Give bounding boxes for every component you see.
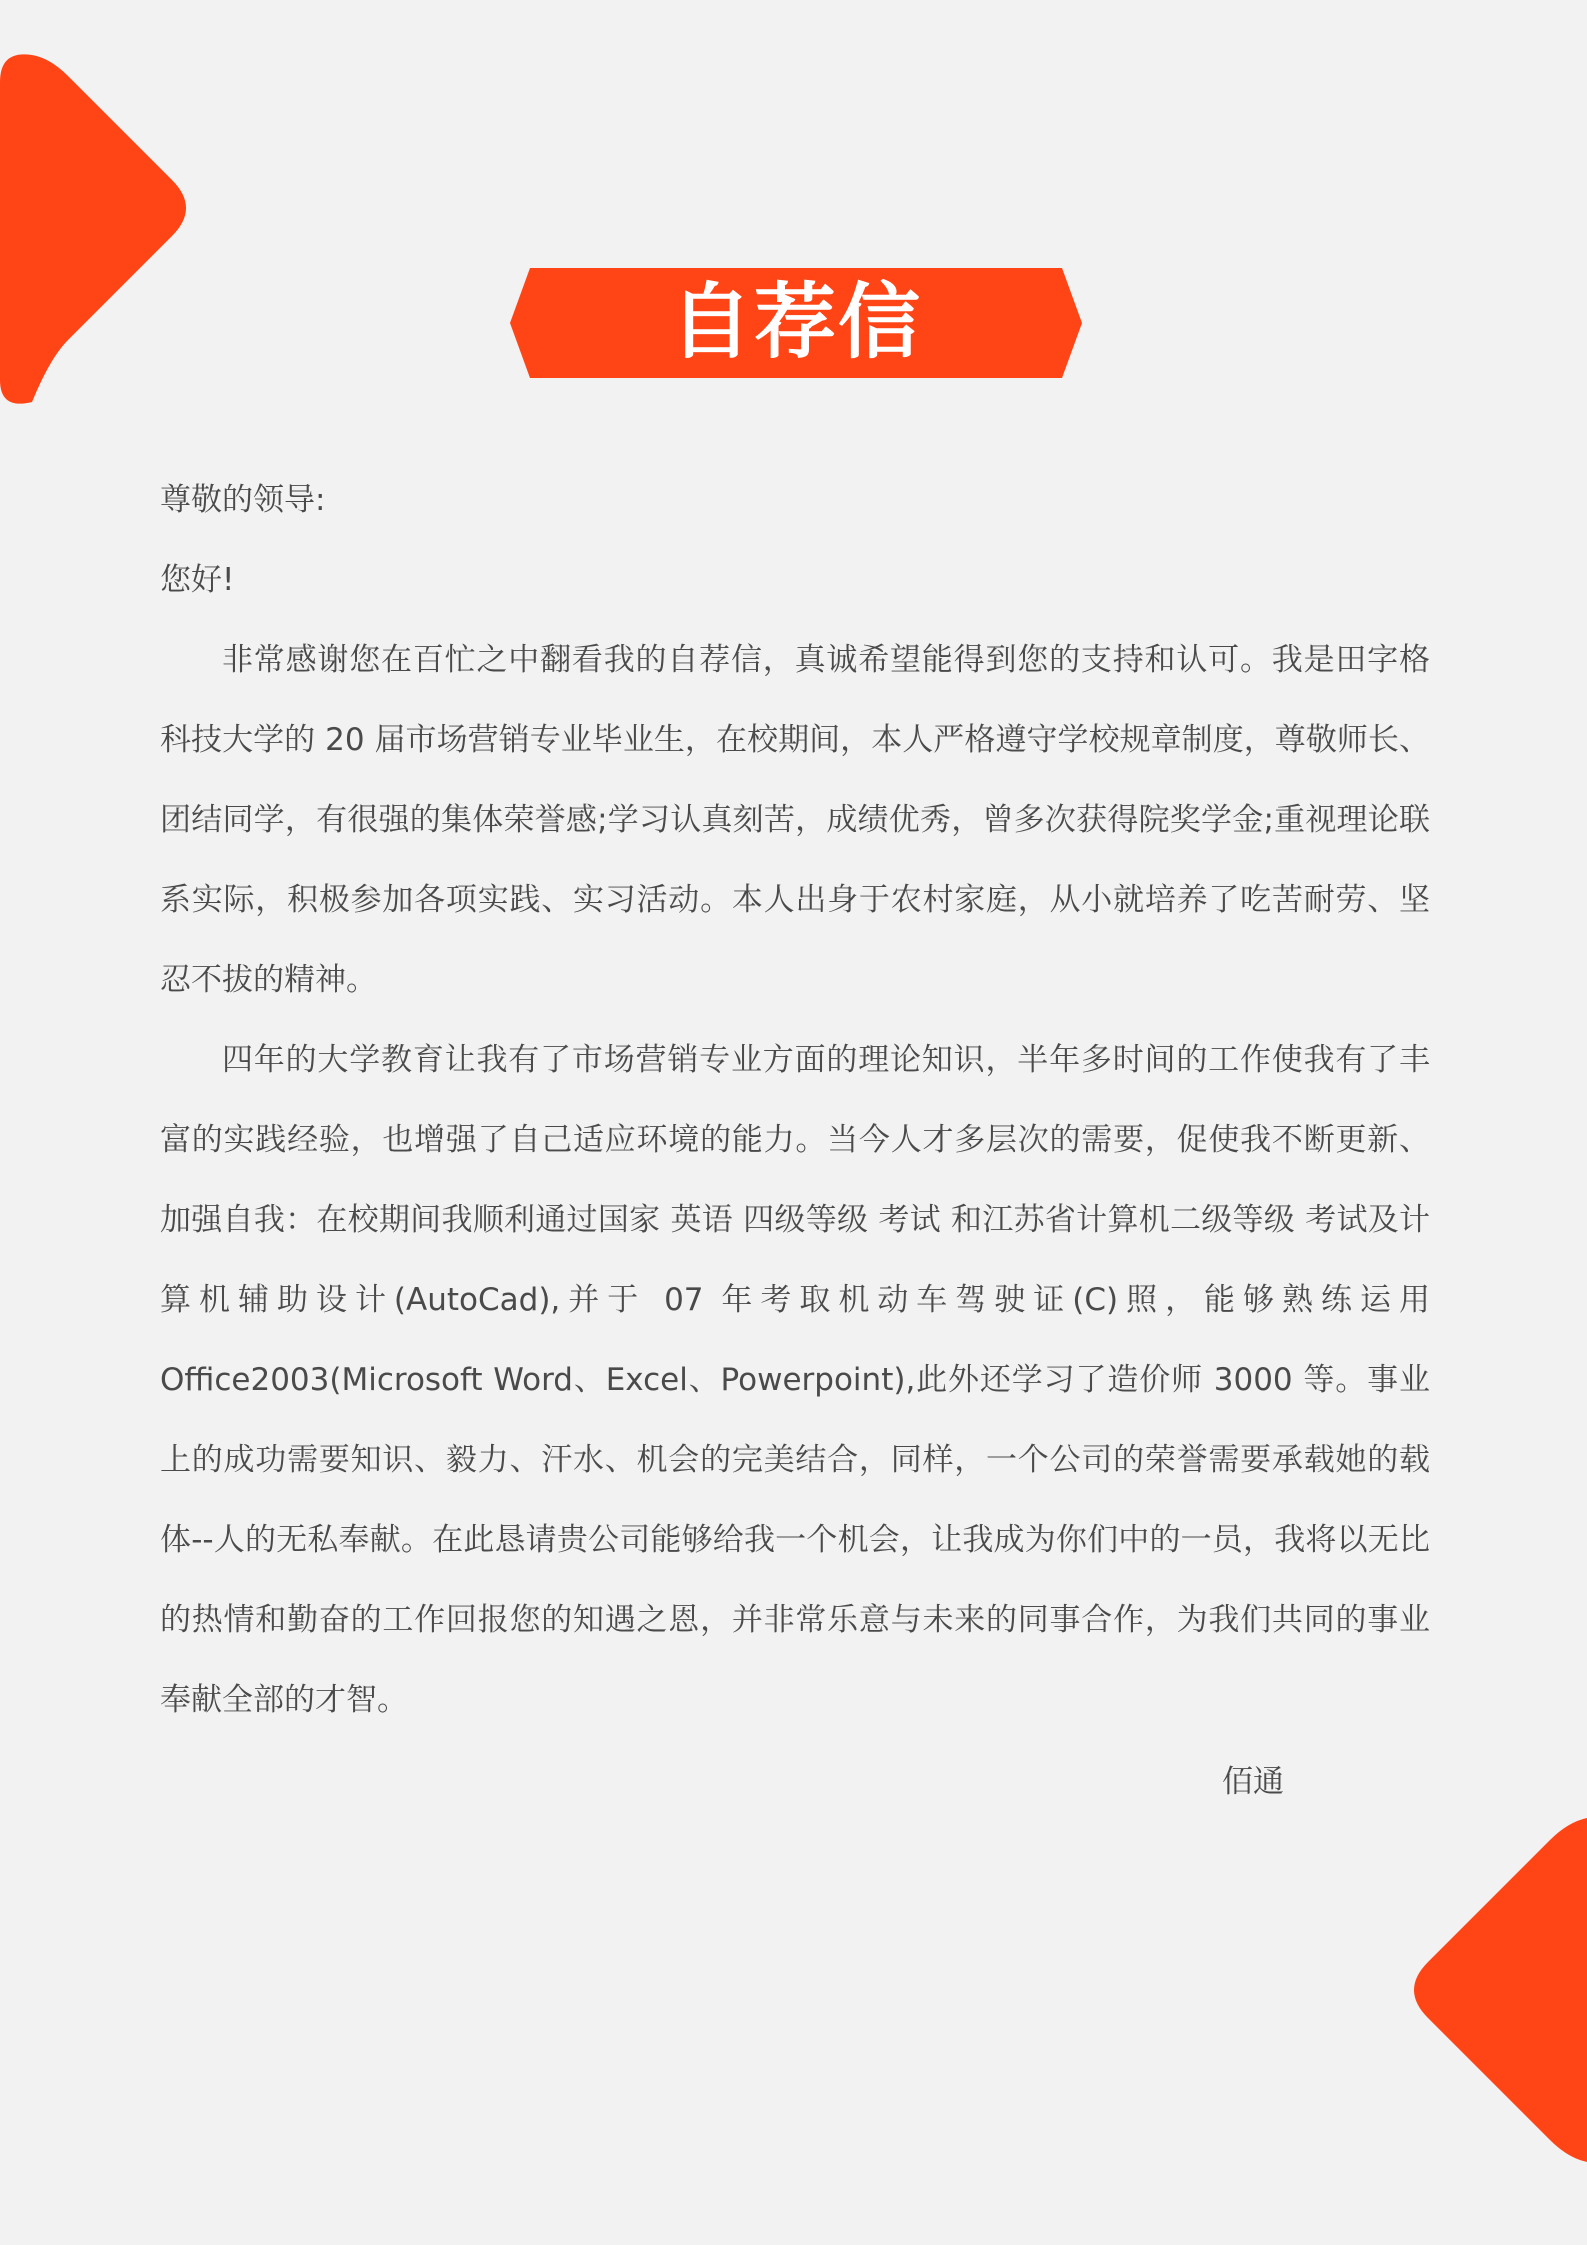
letter-body bbox=[160, 460, 1430, 1740]
top-left-diamond-decoration bbox=[0, 0, 200, 420]
salutation: 尊敬的领导: bbox=[160, 482, 326, 518]
bottom-right-diamond-decoration bbox=[1400, 1800, 1587, 2180]
signature: 佰通 bbox=[1222, 1764, 1284, 1800]
paragraph-2: 四年的大学教育让我有了市场营销专业方面的理论知识，半年多时间的工作使我有了丰富的实践经验，也增强了自己适应环境的能力。当今人才多层次的需要，促使我不断更新、加强自我：在校期间我顺利通过国家 英语 四级等级 考试 和江苏省计算机二级等级 考试及计算机辅助设计(AutoCad),并于 07 年考取机动车驾驶证(C)照，能够熟练运用Office2003(Microsoft Word、Excel、Powerpoint),此外还学习了造价师 3000 等。事业上的成功需要知识、毅力、汗水、机会的完美结合，同样，一个公司的荣誉需要承载她的载体--人的无私奉献。在此恳请贵公司能够给我一个机会，让我成为你们中的一员，我将以无比的热情和勤奋的工作回报您的知遇之恩，并非常乐意与未来的同事合作，为我们共同的事业奉献全部的才智。 bbox=[160, 1042, 1430, 1718]
greeting: 您好! bbox=[160, 562, 235, 598]
paragraph-1: 非常感谢您在百忙之中翻看我的自荐信，真诚希望能得到您的支持和认可。我是田字格科技大学的 20 届市场营销专业毕业生，在校期间，本人严格遵守学校规章制度，尊敬师长、团结同学，有很强的集体荣誉感;学习认真刻苦，成绩优秀，曾多次获得院奖学金;重视理论联系实际，积极参加各项实践、实习活动。本人出身于农村家庭，从小就培养了吃苦耐劳、坚忍不拔的精神。 bbox=[160, 642, 1430, 998]
page-title: 自荐信 bbox=[669, 275, 922, 370]
